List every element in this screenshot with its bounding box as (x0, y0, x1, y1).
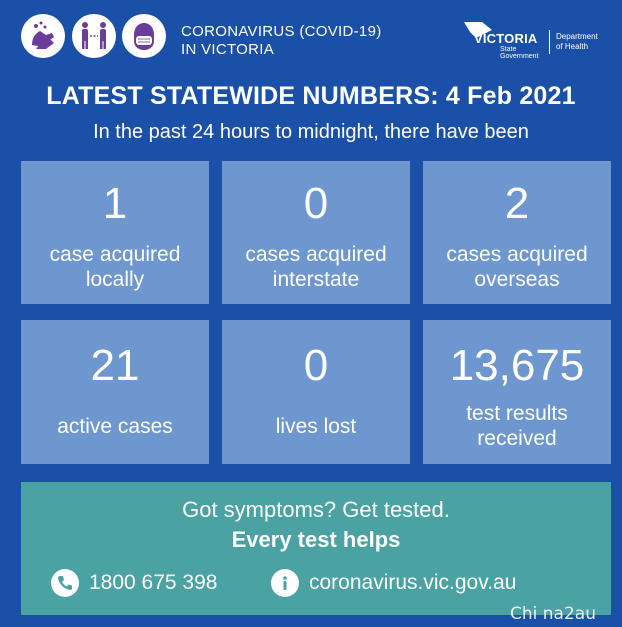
stat-label-line2: interstate (272, 268, 360, 291)
website-contact[interactable] (271, 568, 516, 598)
stat-label-line2: overseas (474, 268, 560, 291)
stat-label-line2: locally (85, 268, 145, 291)
callout-line2: Every test helps (231, 527, 401, 552)
state-government-text (500, 46, 539, 60)
victoria-logo-text: VICTORIA (474, 31, 538, 46)
stat-tile-lives-lost (222, 320, 410, 464)
header (0, 0, 622, 72)
callout-line1: Got symptoms? Get tested. (182, 497, 450, 522)
stat-value: 2 (504, 179, 530, 228)
face-mask-icon (122, 14, 166, 58)
stat-value: 21 (90, 341, 140, 390)
stat-label-line2: received (477, 427, 557, 450)
hand-washing-icon (21, 14, 65, 58)
campaign-title-line2: IN VICTORIA (181, 41, 275, 58)
stat-tile-active-cases (21, 320, 209, 464)
stat-tile-overseas-cases (423, 161, 611, 304)
department-line1: Department (556, 32, 598, 41)
state-government-line2: Government (500, 53, 539, 60)
stat-label-line1: test results (466, 402, 568, 425)
stat-tile-local-cases (21, 161, 209, 304)
page-subtitle: In the past 24 hours to midnight, there have been (93, 121, 529, 143)
social-distancing-icon (72, 14, 116, 58)
stat-value: 0 (303, 341, 329, 390)
stat-label-line1: cases acquired (245, 243, 387, 266)
phone-contact[interactable] (51, 568, 217, 598)
stat-label-line1: lives lost (275, 415, 357, 438)
website-link[interactable]: coronavirus.vic.gov.au (309, 571, 517, 594)
watermark: Chi na2au (510, 604, 596, 624)
campaign-title (181, 23, 441, 59)
stat-value: 0 (303, 179, 329, 228)
campaign-title-line1: CORONAVIRUS (COVID-19) (181, 23, 382, 40)
stat-label-line1: active cases (57, 415, 173, 438)
state-government-line1: State (500, 46, 517, 53)
stat-label-line1: cases acquired (446, 243, 588, 266)
stat-label-line1: case acquired (49, 243, 181, 266)
info-icon (271, 569, 299, 597)
stat-tile-interstate-cases (222, 161, 410, 304)
department-line2: of Health (556, 42, 589, 51)
department-of-health-text (556, 32, 598, 52)
phone-icon (51, 569, 79, 597)
stat-value: 1 (102, 179, 128, 228)
page-title: LATEST STATEWIDE NUMBERS: 4 Feb 2021 (46, 82, 576, 110)
testing-callout (21, 482, 611, 615)
phone-number[interactable]: 1800 675 398 (89, 571, 218, 594)
logo-divider (549, 30, 550, 54)
stat-value: 13,675 (449, 341, 585, 390)
stat-tile-test-results (423, 320, 611, 464)
